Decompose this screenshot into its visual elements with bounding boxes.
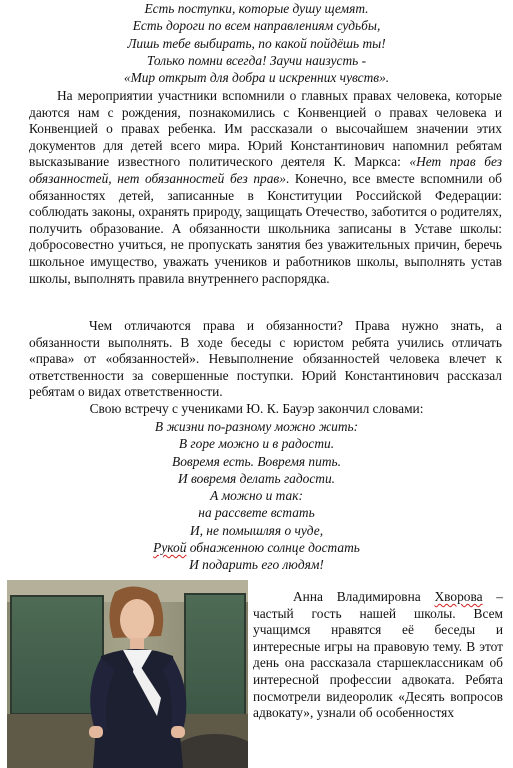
verse-line: И вовремя делать гадости. — [178, 470, 335, 486]
speaker-photo-image — [7, 580, 248, 768]
opening-verse — [0, 0, 513, 86]
verse-line: Лишь тебе выбирать, по какой пойдёшь ты! — [127, 35, 386, 51]
paragraph-text: – частый гость нашей школы. Всем учащимся нравятся её беседы и интересные игры на правовую тему. В этот день она рассказала старшеклассникам об интересной профессии адвоката. Ребята посмотрели видеоролик «Десять вопросов адвокату», узнали об особенностях — [253, 589, 504, 721]
closing-verse — [0, 418, 513, 574]
speaker-photo — [7, 580, 248, 768]
verse-line: Есть дороги по всем направлениям судьбы, — [132, 18, 381, 34]
spellcheck-marked-word: Хворова — [434, 589, 483, 604]
verse-line — [0, 539, 513, 556]
verse-line: И, не помышляя о чуде, — [189, 522, 324, 538]
paragraph-duties: Чем отличаются права и обязанности? Права нужно знать, а обязанности выполнять. В ходе беседы с юристом ребята учились отличать «права» от «обязанностей». Невыполнение обязанностей человека влечет к ответственности за совершенные поступки. Юрий Константинович рассказал ребятам о видах ответственности. — [29, 318, 502, 400]
paragraph-rights — [29, 88, 502, 287]
paragraph-lawyer-visit — [253, 589, 503, 722]
verse-line: «Мир открыт для добра и искренних чувств». — [123, 70, 390, 86]
verse-line: на рассвете встать — [198, 505, 315, 521]
paragraph-text: . Конечно, все вместе вспомнили об обязанностях детей, записанные в Конституции Российской Федерации: соблюдать законы, охранять природу, защищать Отечество, заботится о родителях, получить образование. А обязанности школьника записаны в Уставе школы: добросовестно учиться, не пропускать занятия без уважительных причин, беречь школьное имущество, уважать учеников и работников школы, выполнять устав школы, выполнять правила внутреннего распорядка. — [29, 170, 502, 286]
verse-line: Есть поступки, которые душу щемят. — [144, 1, 369, 16]
paragraph-text: На мероприятии участники вспомнили о главных правах человека, которые даются нам с рождения, познакомились с Конвенцией о правах человека и Конвенцией о правах ребенка. Им рассказали о высочайшем значении этих документов для детей всего мира. Юрий Константинович напомнил ребятам высказывание известного политического деятеля К. Маркса: — [29, 88, 502, 170]
verse-line: Только помни всегда! Заучи наизусть - — [146, 52, 367, 68]
verse-line: И подарить его людям! — [189, 557, 324, 573]
verse-line: А можно и так: — [210, 488, 303, 504]
verse-line: Вовремя есть. Вовремя пить. — [172, 453, 341, 469]
verse-line: В жизни по-разному можно жить: — [154, 419, 359, 434]
closing-line: Свою встречу с учениками Ю. К. Бауэр закончил словами: — [89, 401, 424, 416]
verse-line: В горе можно и в радости. — [178, 436, 335, 452]
spellcheck-marked-word: Рукой — [153, 540, 187, 556]
marx-quote: «Нет прав без обязанностей, нет обязанностей без прав» — [29, 154, 502, 186]
paragraph-text: Анна Владимировна — [293, 589, 435, 604]
verse-line-rest: обнаженною солнце достать — [186, 540, 360, 556]
